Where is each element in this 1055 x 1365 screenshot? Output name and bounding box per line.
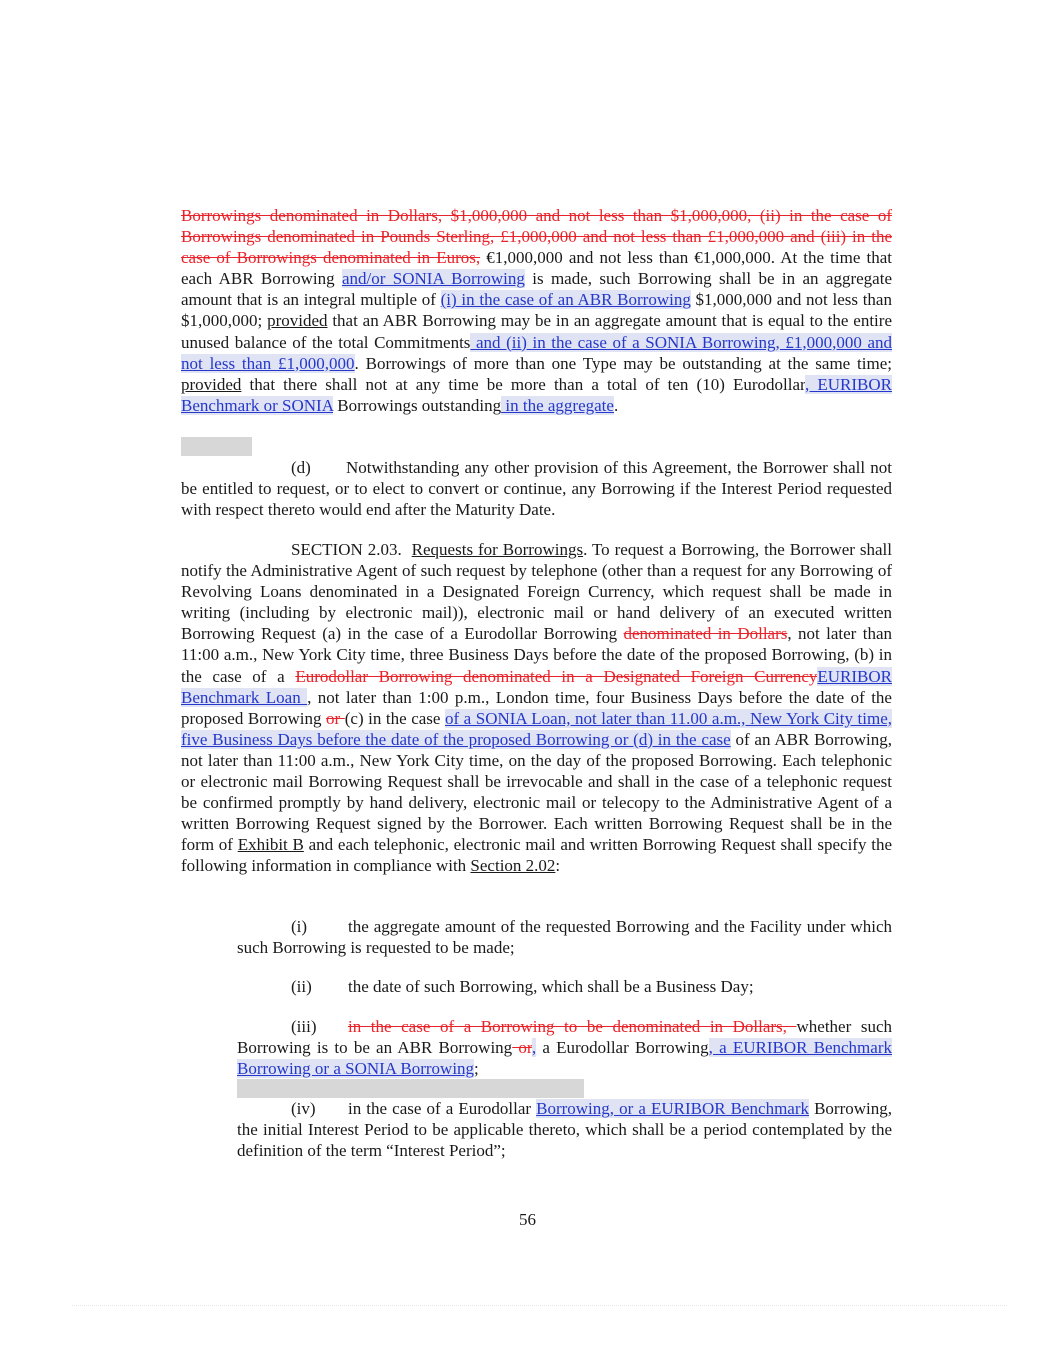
body-text: . Borrowings of more than one Type may be outstanding at the same time; xyxy=(354,353,892,373)
inserted-text: of a SONIA Loan, not later than 11.00 a.m., New York City time, five Business Days before the date of the proposed Borrowing or (d) in the case xyxy=(181,708,892,749)
list-item-ii xyxy=(237,976,892,997)
item-label: (iii) xyxy=(291,1017,317,1036)
section-number: SECTION 2.03. xyxy=(291,540,402,559)
paragraph-c-continuation xyxy=(181,205,892,416)
inserted-text: (i) in the case of an ABR Borrowing xyxy=(440,290,691,310)
inserted-text: , EURIBOR Benchmark or SONIA xyxy=(181,374,892,415)
body-text: $1,000,000 and not less than $1,000,000; xyxy=(181,290,892,331)
section-heading: Requests for Borrowings xyxy=(411,540,584,559)
body-text: , not later than 11:00 a.m., New York City time, three Business Days before the date of the proposed Borrowing, (b) in the case of a xyxy=(181,624,892,686)
deleted-text: in the case of a Borrowing to be denominated in Dollars, xyxy=(348,1017,797,1036)
deleted-text: or xyxy=(326,708,345,728)
body-text: Notwithstanding any other provision of this Agreement, the Borrower shall not be entitled to request, or to elect to convert or continue, any Borrowing if the Interest Period requested with respect thereto would end after the Maturity Date. xyxy=(181,458,892,520)
body-text: that an ABR Borrowing may be in an aggregate amount that is equal to the entire unused balance of the total Commitments xyxy=(181,311,892,352)
body-text: Borrowing, the initial Interest Period to be applicable thereto, which shall be a period contemplated by the definition of the term “Interest Period”; xyxy=(237,1099,893,1161)
body-text: Borrowings outstanding xyxy=(333,395,502,415)
deleted-text: Borrowings denominated in Dollars, $1,000,000 and not less than $1,000,000, (ii) in the case of Borrowings denominated in Pounds Sterling, £1,000,000 and not less than £1,000,000 and (iii) in the case of Borrowings denominated in Euros, xyxy=(181,206,892,268)
revision-margin-box xyxy=(237,1079,584,1098)
paragraph-label: (d) xyxy=(291,458,311,477)
body-text: ; xyxy=(474,1059,479,1079)
body-text: whether such Borrowing is to be an ABR Borrowing xyxy=(237,1017,892,1058)
body-text: : xyxy=(555,856,561,876)
body-text: that there shall not at any time be more than a total of ten (10) Eurodollar xyxy=(241,374,805,394)
underlined-term: provided xyxy=(267,311,328,331)
body-text: is made, such Borrowing shall be in an aggregate amount that is an integral multiple of xyxy=(181,269,892,310)
body-text: the date of such Borrowing, which shall be a Business Day; xyxy=(348,977,754,996)
body-text: . To request a Borrowing, the Borrower shall notify the Administrative Agent of such request by telephone (other than a request for any Borrowing of Revolving Loans denominated in a Designated Foreign Currency, which request shall be made in writing (including by electronic mail)), electronic mail or hand delivery of an executed written Borrowing Request (a) in the case of a Eurodollar Borrowing xyxy=(181,540,893,644)
revision-margin-box xyxy=(181,437,252,456)
inserted-text: in the aggregate xyxy=(501,395,614,415)
page-number: 56 xyxy=(519,1210,536,1229)
list-item-iii xyxy=(237,1016,892,1079)
deleted-text: denominated in Dollars xyxy=(623,624,788,644)
paragraph-d xyxy=(181,457,892,520)
body-text: €1,000,000 and not less than €1,000,000. At the time that each ABR Borrowing xyxy=(181,248,892,289)
list-item-i xyxy=(237,916,892,958)
body-text: and each telephonic, electronic mail and written Borrowing Request shall specify the following information in compliance with xyxy=(181,835,892,876)
inserted-text: and (ii) in the case of a SONIA Borrowing, £1,000,000 and not less than £1,000,000 xyxy=(181,332,892,373)
inserted-text: and/or SONIA Borrowing xyxy=(341,269,525,289)
inserted-text: , a EURIBOR Benchmark Borrowing or a SONIA Borrowing xyxy=(237,1038,892,1079)
exhibit-reference: Exhibit B xyxy=(237,835,304,855)
underlined-term: provided xyxy=(181,374,242,394)
item-label: (i) xyxy=(291,917,308,936)
deleted-text: Eurodollar Borrowing denominated in a Designated Foreign Currency xyxy=(295,666,818,686)
body-text: in the case of a Eurodollar xyxy=(348,1099,537,1118)
body-text: a Eurodollar Borrowing xyxy=(536,1038,709,1058)
section-reference: Section 2.02 xyxy=(470,856,556,876)
page-bottom-divider xyxy=(72,1305,1007,1306)
body-text: , not later than 1:00 p.m., London time, four Business Days before the date of the proposed Borrowing xyxy=(181,687,892,728)
body-text: . xyxy=(613,395,619,415)
inserted-text: EURIBOR Benchmark Loan xyxy=(181,666,892,707)
item-label: (iv) xyxy=(291,1099,316,1118)
list-item-iv xyxy=(237,1098,892,1161)
body-text: of an ABR Borrowing, not later than 11:00 a.m., New York City time, on the day of the proposed Borrowing. Each telephonic or electronic mail Borrowing Request shall be irrevocable and shall in the case of a telephonic request be confirmed promptly by hand delivery, electronic mail or telecopy to the Administrative Agent of a written Borrowing Request signed by the Borrower. Each written Borrowing Request shall be in the form of xyxy=(181,729,892,855)
inserted-text: Borrowing, or a EURIBOR Benchmark xyxy=(536,1099,810,1118)
inserted-text: , xyxy=(531,1038,537,1058)
body-text: (c) in the case xyxy=(344,708,445,728)
item-label: (ii) xyxy=(291,977,312,996)
section-2-03 xyxy=(181,539,892,877)
body-text: the aggregate amount of the requested Borrowing and the Facility under which such Borrowing is requested to be made; xyxy=(237,917,892,958)
deleted-text: or xyxy=(512,1038,532,1058)
